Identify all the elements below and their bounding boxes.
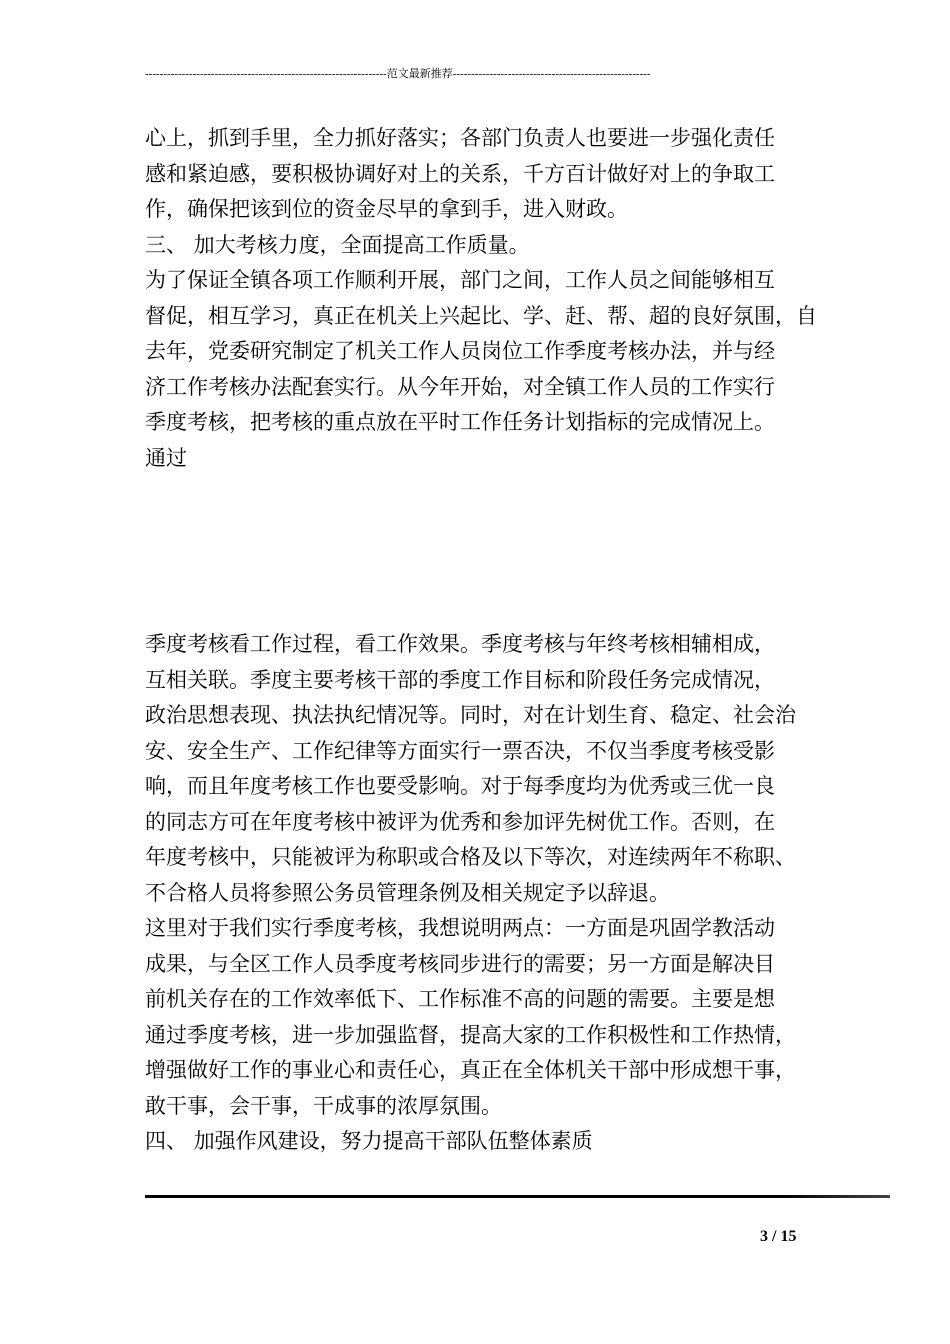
paragraph-line: 安、安全生产、工作纪律等方面实行一票否决，不仅当季度考核受影 [145,738,775,763]
paragraph-line: 感和紧迫感，要积极协调好对上的关系，千方百计做好对上的争取工 [145,161,775,186]
paragraph-line: 济工作考核办法配套实行。从今年开始，对全镇工作人员的工作实行 [145,374,775,399]
section-heading: 四、 加强作风建设，努力提高干部队伍整体素质 [145,1129,593,1153]
paragraph-line: 敢干事，会干事，干成事的浓厚氛围。 [145,1093,502,1118]
paragraph-line: 的同志方可在年度考核中被评为优秀和参加评先树优工作。否则，在 [145,809,775,834]
header-right-dashes: ------------------------------------------------------ [452,68,651,80]
page-number: 3 / 15 [760,1228,797,1245]
paragraph-line: 通过 [145,445,187,470]
footer-divider [145,1193,890,1200]
paragraph-line: 不合格人员将参照公务员管理条例及相关规定予以辞退。 [145,880,670,905]
paragraph-line: 季度考核看工作过程，看工作效果。季度考核与年终考核相辅相成， [145,632,775,656]
header-title: 范文最新推荐 [386,67,453,80]
header-left-dashes: ------------------------------------------------------------------ [145,68,387,80]
paragraph-line: 年度考核中，只能被评为称职或合格及以下等次，对连续两年不称职、 [145,845,796,869]
paragraph-line: 前机关存在的工作效率低下、工作标准不高的问题的需要。主要是想 [145,987,775,1011]
paragraph-line: 政治思想表现、执法执纪情况等。同时，对在计划生育、稳定、社会治 [145,703,796,727]
paragraph-line: 为了保证全镇各项工作顺利开展，部门之间，工作人员之间能够相互 [145,268,775,292]
paragraph-line: 心上，抓到手里，全力抓好落实；各部门负责人也要进一步强化责任 [145,126,775,150]
page-header [145,66,790,82]
paragraph-line: 成果，与全区工作人员季度考核同步进行的需要；另一方面是解决目 [145,951,775,976]
paragraph-line: 作，确保把该到位的资金尽早的拿到手，进入财政。 [145,197,628,221]
paragraph-line: 响，而且年度考核工作也要受影响。对于每季度均为优秀或三优一良 [145,774,775,798]
paragraph-line: 互相关联。季度主要考核干部的季度工作目标和阶段任务完成情况， [145,667,775,692]
paragraph-line: 这里对于我们实行季度考核，我想说明两点：一方面是巩固学教活动 [145,916,775,940]
paragraph-line: 去年，党委研究制定了机关工作人员岗位工作季度考核办法，并与经 [145,339,775,363]
section-heading: 三、 加大考核力度，全面提高工作质量。 [145,232,530,257]
paragraph-line: 增强做好工作的事业心和责任心，真正在全体机关干部中形成想干事， [145,1058,796,1082]
body-text-block-2 [145,627,825,1160]
body-text-block-1 [145,121,825,476]
paragraph-line: 督促，相互学习，真正在机关上兴起比、学、赶、帮、超的良好氛围，自 [145,303,817,328]
paragraph-line: 季度考核，把考核的重点放在平时工作任务计划指标的完成情况上。 [145,410,775,434]
paragraph-line: 通过季度考核，进一步加强监督，提高大家的工作积极性和工作热情， [145,1022,796,1047]
